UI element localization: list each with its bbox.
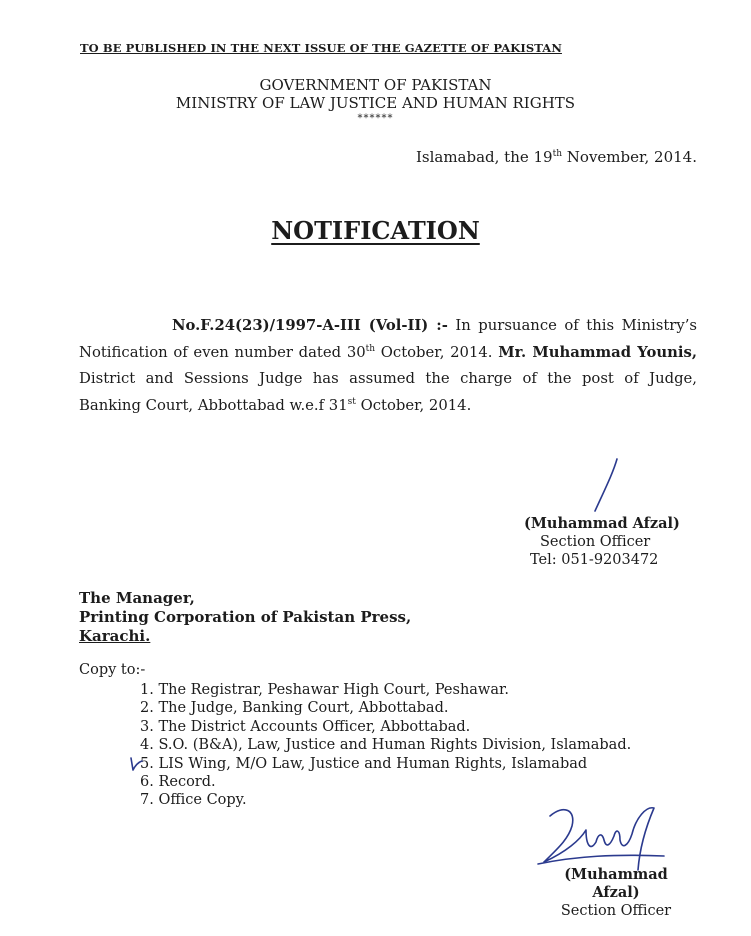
issue-date bbox=[416, 148, 697, 166]
signatory-designation-bottom: Section Officer bbox=[560, 903, 672, 919]
list-item: 7. Office Copy. bbox=[140, 792, 247, 809]
signatory-name-bottom: (Muhammad Afzal) bbox=[564, 866, 668, 901]
list-item: 5. LIS Wing, M/O Law, Justice and Human Rights, Islamabad bbox=[140, 755, 588, 772]
ministry-heading: MINISTRY OF LAW JUSTICE AND HUMAN RIGHTS bbox=[175, 94, 576, 112]
government-heading: GOVERNMENT OF PAKISTAN bbox=[259, 76, 492, 94]
copy-to-label: Copy to:- bbox=[79, 662, 146, 678]
body-line-2b: October, 2014. bbox=[375, 343, 499, 361]
body-line-1 bbox=[79, 313, 697, 340]
gazette-notice: TO BE PUBLISHED IN THE NEXT ISSUE OF THE GAZETTE OF PAKISTAN bbox=[80, 41, 562, 55]
signature-block-bottom bbox=[540, 866, 692, 920]
body-line-4 bbox=[79, 393, 697, 420]
signatory-designation-top: Section Officer bbox=[540, 534, 651, 550]
body-line-4b: October, 2014. bbox=[355, 396, 472, 414]
list-item: 1. The Registrar, Peshawar High Court, Peshawar. bbox=[140, 682, 509, 698]
document-title bbox=[0, 216, 751, 245]
title-text: NOTIFICATION bbox=[271, 216, 480, 245]
body-line-2-sup: th bbox=[365, 343, 376, 354]
signature-block-top bbox=[524, 515, 680, 569]
body-line-2 bbox=[79, 340, 697, 367]
list-item: 3. The District Accounts Officer, Abbottabad. bbox=[140, 718, 471, 735]
signature-mark-top bbox=[585, 455, 625, 517]
addressee-block bbox=[79, 589, 411, 646]
body-line-4a: Banking Court, Abbottabad w.e.f 31 bbox=[79, 396, 348, 414]
date-suffix: November, 2014. bbox=[562, 148, 697, 166]
reference-number: No.F.24(23)/1997-A-III (Vol-II) :- bbox=[172, 317, 448, 334]
judge-name: Mr. Muhammad Younis, bbox=[498, 343, 697, 361]
body-line-4-sup: st bbox=[347, 396, 356, 407]
heading-stars: ****** bbox=[357, 113, 394, 124]
date-prefix: Islamabad, the 19 bbox=[415, 148, 553, 166]
addressee-line-3: Karachi. bbox=[79, 627, 151, 645]
signatory-name-top: (Muhammad Afzal) bbox=[524, 515, 680, 532]
notification-body bbox=[79, 313, 697, 419]
addressee-line-1: The Manager, bbox=[79, 589, 195, 607]
tick-mark bbox=[128, 756, 144, 772]
list-item: 2. The Judge, Banking Court, Abbottabad. bbox=[140, 700, 449, 717]
body-line-2a: Notification of even number dated 30 bbox=[79, 343, 366, 361]
date-sup: th bbox=[552, 149, 563, 159]
list-item: 4. S.O. (B&A), Law, Justice and Human Rights Division, Islamabad. bbox=[140, 737, 632, 754]
list-item: 6. Record. bbox=[140, 774, 216, 791]
body-line-1-text: In pursuance of this Ministry’s bbox=[447, 317, 697, 334]
signatory-tel: Tel: 051-9203472 bbox=[530, 552, 659, 568]
copy-to-list bbox=[140, 681, 631, 810]
addressee-line-2: Printing Corporation of Pakistan Press, bbox=[79, 608, 412, 626]
body-line-3: District and Sessions Judge has assumed the charge of the post of Judge, bbox=[79, 370, 697, 387]
